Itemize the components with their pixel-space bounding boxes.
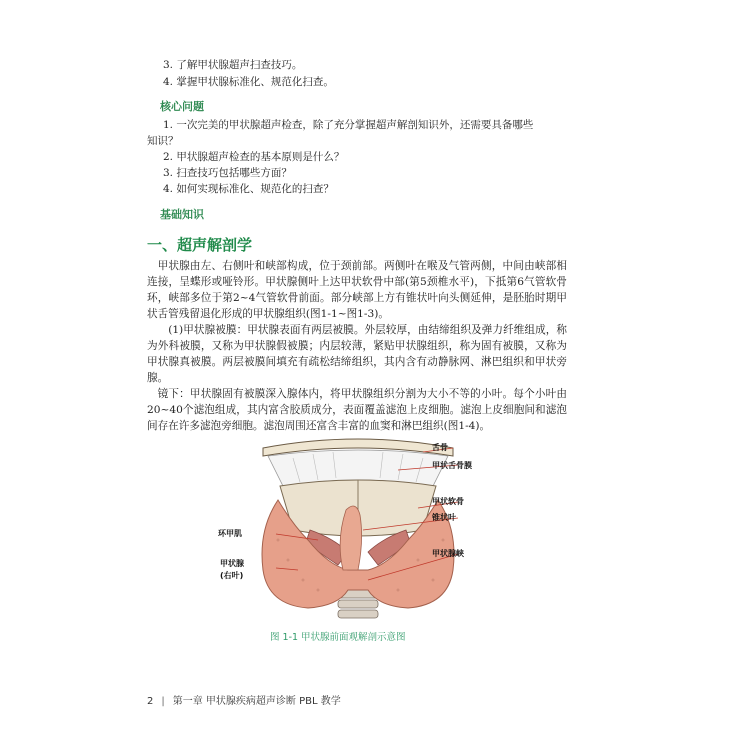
intro-item-3: 3. 了解甲状腺超声扫查技巧。 [163, 59, 303, 71]
label-pyramidal-lobe: 锥状叶 [432, 513, 456, 522]
page-footer [147, 692, 341, 707]
label-right-lobe: 甲状腺 [220, 559, 244, 568]
label-right-lobe-paren: (右叶) [220, 571, 244, 580]
core-item-1: 1. 一次完美的甲状腺超声检查，除了充分掌握超声解剖知识外，还需要具备哪些 [163, 119, 534, 131]
core-item-3: 3. 扫查技巧包括哪些方面？ [163, 167, 292, 179]
intro-item-4: 4. 掌握甲状腺标准化、规范化扫查。 [163, 76, 334, 88]
label-cricothyroid: 环甲肌 [218, 529, 242, 538]
core-item-1-cont: 知识？ [147, 135, 179, 147]
label-isthmus: 甲状腺峡 [432, 549, 464, 558]
core-questions-heading: 核心问题 [160, 100, 204, 113]
body-text [147, 258, 567, 434]
footer-separator: | [161, 696, 165, 707]
thyroid-anatomy-figure [218, 430, 508, 645]
core-item-4: 4. 如何实现标准化、规范化的扫查？ [163, 183, 334, 195]
label-thyroid-cartilage: 甲状软骨 [432, 497, 464, 506]
label-thyrohyoid-membrane: 甲状舌骨膜 [432, 461, 472, 470]
paragraph: (1)甲状腺被膜：甲状腺表面有两层被膜。外层较厚，由结缔组织及弹力纤维组成，称为外科被膜，又称为甲状腺假被膜；内层较薄，紧贴甲状腺组织，称为固有被膜，又称为甲状腺真被膜。两层被膜间填充有疏松结缔组织，其内含有动静脉网、淋巴组织和甲状旁腺。 [147, 324, 567, 384]
chapter-title: 第一章 甲状腺疾病超声诊断 PBL 教学 [172, 696, 341, 707]
label-hyoid: 舌骨 [432, 443, 448, 452]
figure-caption: 图 1-1 甲状腺前面观解剖示意图 [270, 632, 406, 643]
paragraph: 甲状腺由左、右侧叶和峡部构成，位于颈前部。两侧叶在喉及气管两侧，中间由峡部相连接，呈蝶形或哑铃形。甲状腺侧叶上达甲状软骨中部(第5颈椎水平)，下抵第6气管软骨环，峡部多位于第2~4气管软骨前面。部分峡部上方有锥状叶向头侧延伸，是胚胎时期甲状舌管残留退化形成的甲状腺组织(图1-1~图1-3)。 [147, 260, 567, 320]
basic-knowledge-heading: 基础知识 [160, 208, 204, 221]
core-item-2: 2. 甲状腺超声检查的基本原则是什么？ [163, 151, 345, 163]
paragraph: 镜下：甲状腺固有被膜深入腺体内，将甲状腺组织分割为大小不等的小叶。每个小叶由20~40个滤泡组成，其内富含胶质成分，表面覆盖滤泡上皮细胞。滤泡上皮细胞间和滤泡间存在许多滤泡旁细胞。滤泡周围还富含丰富的血窦和淋巴组织(图1-4)。 [147, 388, 567, 432]
section-title: 一、超声解剖学 [147, 236, 253, 254]
page-number: 2 [147, 696, 154, 707]
